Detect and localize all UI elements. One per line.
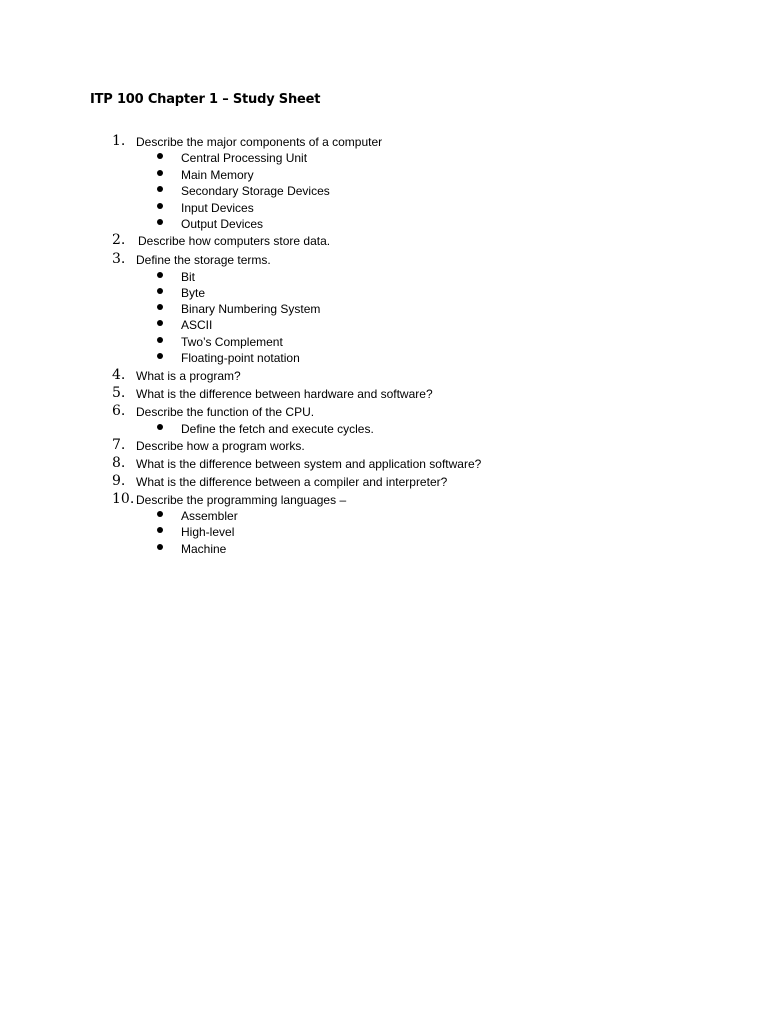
bullet-icon	[157, 170, 163, 176]
question-number: 1.	[112, 133, 126, 149]
bullet-icon	[157, 337, 163, 343]
bullet-icon	[157, 320, 163, 326]
question-item	[0, 437, 700, 455]
sub-item-text: Binary Numbering System	[181, 301, 321, 316]
sub-item	[0, 201, 700, 217]
sub-item	[0, 217, 700, 233]
question-item	[0, 491, 700, 509]
bullet-icon	[157, 186, 163, 192]
sub-item	[0, 509, 700, 525]
sub-item-text: Two’s Complement	[181, 334, 283, 349]
sub-item	[0, 270, 700, 286]
sub-item	[0, 542, 700, 558]
question-text: Describe the major components of a computer	[136, 135, 383, 149]
sub-item-text: Assembler	[181, 508, 238, 523]
sub-item-text: High-level	[181, 525, 235, 539]
question-item	[0, 403, 700, 421]
sub-item	[0, 286, 700, 302]
sub-item-text: Output Devices	[181, 217, 264, 231]
sub-item-text: Byte	[181, 285, 206, 300]
sub-item-text: Main Memory	[181, 167, 254, 182]
bullet-icon	[157, 304, 163, 310]
question-item	[0, 133, 700, 151]
bullet-icon	[157, 353, 163, 359]
sub-item	[0, 168, 700, 184]
bullet-icon	[157, 203, 163, 209]
bullet-icon	[157, 424, 163, 430]
sub-item	[0, 184, 700, 200]
question-text: What is the difference between a compiler and interpreter?	[136, 475, 448, 489]
sub-item	[0, 335, 700, 351]
question-text: Describe how computers store data.	[138, 234, 331, 248]
question-text: What is the difference between system and application software?	[136, 457, 482, 471]
question-number: 3.	[112, 251, 126, 267]
bullet-icon	[157, 219, 163, 225]
bullet-icon	[157, 272, 163, 278]
sub-item-text: Bit	[181, 269, 196, 284]
question-item	[0, 232, 700, 250]
sub-item-text: Secondary Storage Devices	[181, 184, 330, 198]
bullet-icon	[157, 544, 163, 550]
sub-item	[0, 151, 700, 167]
sub-item-text: Define the fetch and execute cycles.	[181, 421, 374, 436]
question-number: 10.	[112, 491, 135, 507]
sub-item-text: Machine	[181, 541, 227, 556]
question-number: 2.	[112, 232, 126, 248]
question-text: Define the storage terms.	[136, 253, 271, 267]
sub-item	[0, 422, 700, 438]
question-text: What is the difference between hardware and software?	[136, 387, 433, 401]
question-number: 4.	[112, 367, 126, 383]
question-number: 9.	[112, 473, 126, 489]
bullet-icon	[157, 527, 163, 533]
sub-item-text: Input Devices	[181, 200, 254, 215]
sub-item	[0, 525, 700, 541]
question-number: 8.	[112, 455, 126, 471]
sub-item-text: ASCII	[181, 318, 213, 332]
bullet-icon	[157, 511, 163, 517]
sub-item	[0, 302, 700, 318]
question-item	[0, 385, 700, 403]
question-text: Describe the programming languages –	[136, 493, 347, 507]
question-item	[0, 455, 700, 473]
bullet-icon	[157, 153, 163, 159]
question-number: 6.	[112, 403, 126, 419]
question-item	[0, 473, 700, 491]
question-number: 5.	[112, 385, 126, 401]
sub-item-text: Central Processing Unit	[181, 151, 308, 165]
question-number: 7.	[112, 437, 126, 453]
sub-item	[0, 318, 700, 334]
question-item	[0, 367, 700, 385]
page-title: ITP 100 Chapter 1 – Study Sheet	[90, 92, 321, 107]
bullet-icon	[157, 288, 163, 294]
question-text: What is a program?	[136, 369, 241, 383]
question-text: Describe the function of the CPU.	[136, 405, 315, 419]
question-item	[0, 251, 700, 269]
sub-item	[0, 351, 700, 367]
question-text: Describe how a program works.	[136, 439, 305, 453]
sub-item-text: Floating-point notation	[181, 351, 300, 365]
